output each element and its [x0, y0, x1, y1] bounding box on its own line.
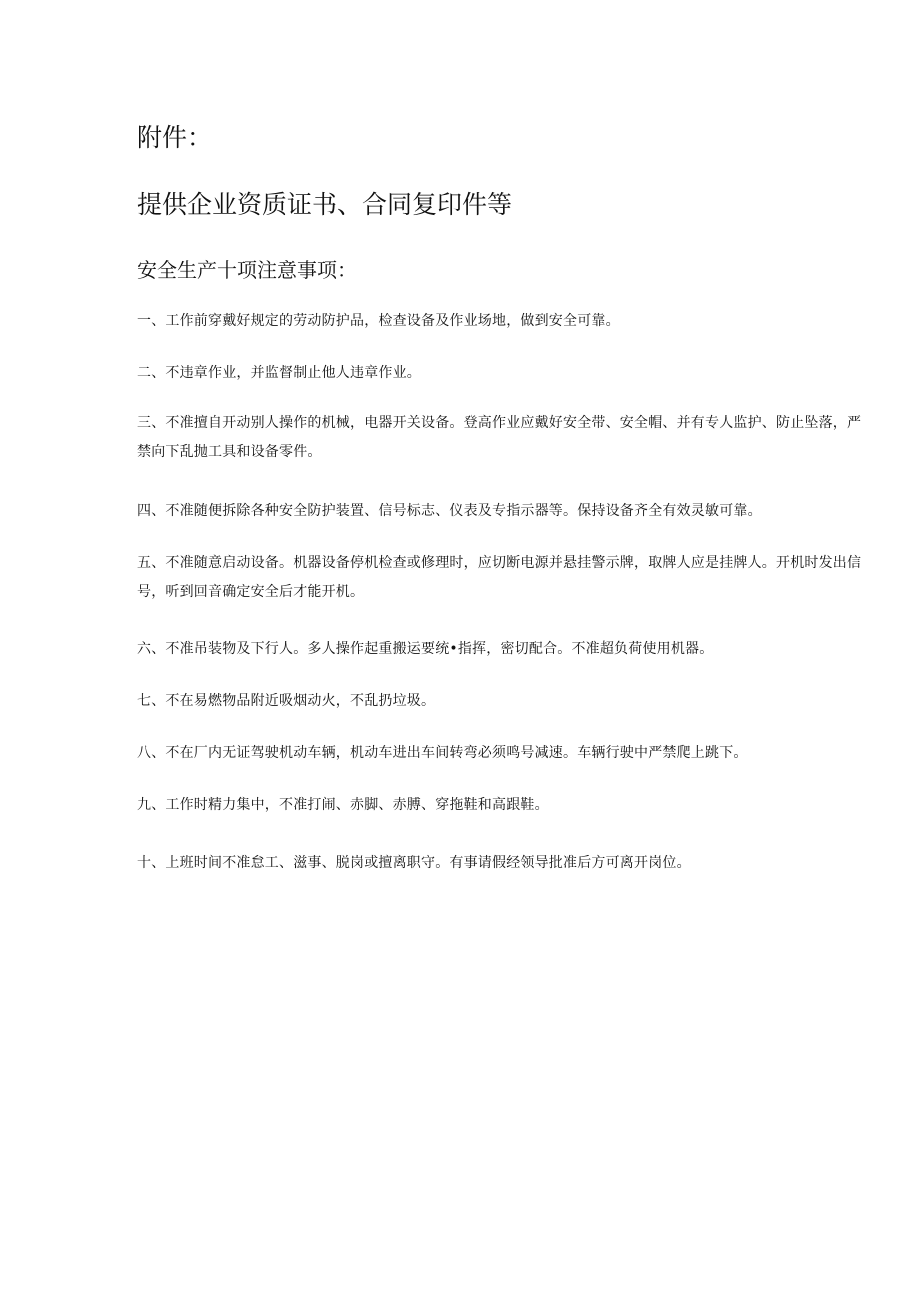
attachment-heading: 附件： [137, 123, 213, 152]
rule-text: 二、不违章作业，并监督制止他人违章作业。 [137, 365, 421, 381]
rule-item-7 [137, 687, 872, 716]
rule-text: 九、工作时精力集中，不准打闹、赤脚、赤膊、穿拖鞋和高跟鞋。 [137, 797, 549, 813]
rule-item-6 [137, 635, 872, 664]
rule-item-1 [137, 307, 872, 336]
safety-rules-title: 安全生产十项注意事项： [137, 258, 357, 282]
rule-item-2 [137, 359, 872, 388]
rule-text: 四、不准随便拆除各种安全防护装置、信号标志、仪表及专指示器等。保持设备齐全有效灵敏可靠。 [137, 503, 762, 519]
rule-text: 一、工作前穿戴好规定的劳动防护品，检查设备及作业场地，做到安全可靠。 [137, 313, 620, 329]
rule-item-10 [137, 849, 872, 878]
rule-text: 三、不准擅自开动别人操作的机械，电器开关设备。登高作业应戴好安全带、安全帽、并有专人监护、防止坠落，严禁向下乱抛工具和设备零件。 [137, 415, 862, 460]
rule-text: 七、不在易燃物品附近吸烟动火，不乱扔垃圾。 [137, 693, 436, 709]
rule-item-5 [137, 549, 872, 607]
provide-documents-heading: 提供企业资质证书、合同复印件等 [137, 190, 513, 219]
rule-text: 十、上班时间不准怠工、滋事、脱岗或擅离职守。有事请假经领导批准后方可离开岗位。 [137, 855, 691, 871]
rule-item-8 [137, 739, 872, 768]
rule-item-9 [137, 791, 872, 820]
rule-text: 八、不在厂内无证驾驶机动车辆，机动车进出车间转弯必须鸣号减速。车辆行驶中严禁爬上跳下。 [137, 745, 748, 761]
rule-text: 五、不准随意启动设备。机器设备停机检查或修理时，应切断电源并悬挂警示牌，取牌人应是挂牌人。开机时发出信号，听到回音确定安全后才能开机。 [137, 555, 862, 600]
rule-text: 六、不准吊装物及下行人。多人操作起重搬运要统•指挥，密切配合。不准超负荷使用机器。 [137, 641, 714, 657]
rule-item-4 [137, 497, 872, 526]
rule-item-3 [137, 409, 872, 467]
